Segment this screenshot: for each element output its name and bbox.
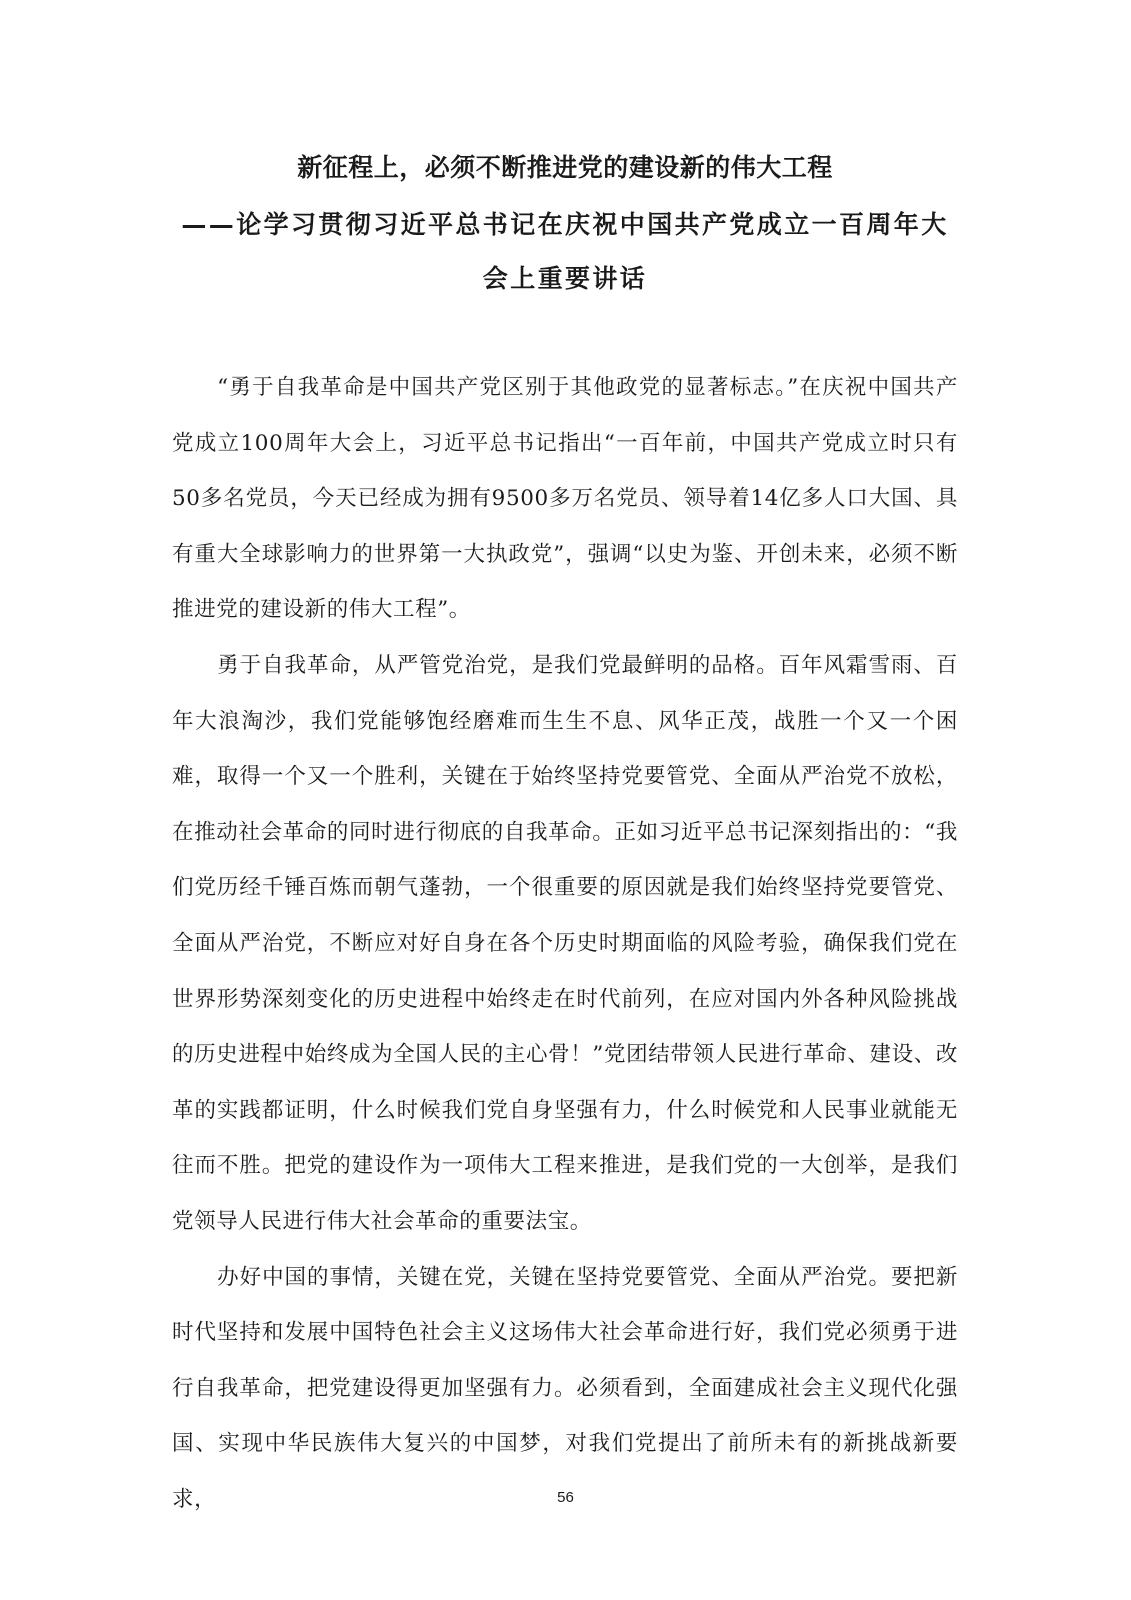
document-title: 新征程上，必须不断推进党的建设新的伟大工程 [297,153,833,182]
paragraph-3: 办好中国的事情，关键在党，关键在坚持党要管党、全面从严治党。要把新时代坚持和发展中国特色社会主义这场伟大社会革命进行好，我们党必须勇于进行自我革命，把党建设得更加坚强有力。必须看到，全面建成社会主义现代化强国、实现中华民族伟大复兴的中国梦，对我们党提出了前所未有的新挑战新要求， [172,1264,958,1512]
paragraph-1: “勇于自我革命是中国共产党区别于其他政党的显著标志。”在庆祝中国共产党成立100周年大会上，习近平总书记指出“一百年前，中国共产党成立时只有50多名党员，今天已经成为拥有9500多万名党员、领导着14亿多人口大国、具有重大全球影响力的世界第一大执政党”，强调“以史为鉴、开创未来，必须不断推进党的建设新的伟大工程”。 [172,375,958,623]
document-subtitle: ——论学习贯彻习近平总书记在庆祝中国共产党成立一百周年大会上重要讲话 [181,210,949,293]
page-number: 56 [557,1489,574,1506]
article-body [172,360,958,1527]
paragraph-2: 勇于自我革命，从严管党治党，是我们党最鲜明的品格。百年风霜雪雨、百年大浪淘沙，我们党能够饱经磨难而生生不息、风华正茂，战胜一个又一个困难，取得一个又一个胜利，关键在于始终坚持党要管党、全面从严治党不放松，在推动社会革命的同时进行彻底的自我革命。正如习近平总书记深刻指出的：“我们党历经千锤百炼而朝气蓬勃，一个很重要的原因就是我们始终坚持党要管党、全面从严治党，不断应对好自身在各个历史时期面临的风险考验，确保我们党在世界形势深刻变化的历史进程中始终走在时代前列，在应对国内外各种风险挑战的历史进程中始终成为全国人民的主心骨！”党团结带领人民进行革命、建设、改革的实践都证明，什么时候我们党自身坚强有力，什么时候党和人民事业就能无往而不胜。把党的建设作为一项伟大工程来推进，是我们党的一大创举，是我们党领导人民进行伟大社会革命的重要法宝。 [172,652,958,1234]
